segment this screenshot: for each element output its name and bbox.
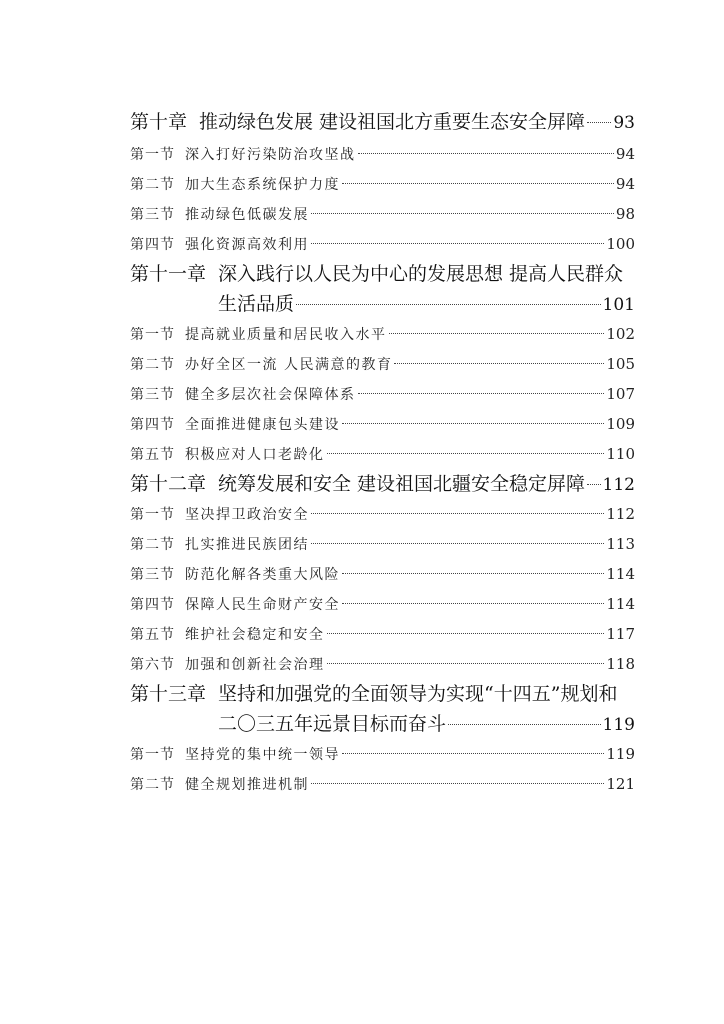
section-title: 办好全区一流 人民满意的教育 xyxy=(185,357,393,373)
page-number: 94 xyxy=(615,175,635,193)
page-number: 105 xyxy=(606,355,635,373)
toc-section-entry xyxy=(130,229,635,259)
toc-chapter-entry xyxy=(130,259,635,289)
page-number: 113 xyxy=(606,535,635,553)
page-number: 117 xyxy=(606,625,635,643)
chapter-title: 推动绿色发展 建设祖国北方重要生态安全屏障 xyxy=(199,111,586,133)
section-title: 加强和创新社会治理 xyxy=(185,657,325,673)
dot-leader xyxy=(342,423,604,424)
dot-leader xyxy=(327,633,605,634)
dot-leader xyxy=(311,543,604,544)
section-title: 坚决捍卫政治安全 xyxy=(185,507,309,523)
toc-section-entry xyxy=(130,529,635,559)
toc-section-entry xyxy=(130,559,635,589)
toc-chapter-entry xyxy=(130,679,635,709)
section-label: 第二节 xyxy=(130,537,175,553)
toc-section-entry xyxy=(130,739,635,769)
chapter-label: 第十三章 xyxy=(130,683,207,705)
dot-leader xyxy=(389,333,605,334)
toc-chapter-entry xyxy=(130,469,635,499)
page-number: 94 xyxy=(615,145,635,163)
page-number: 98 xyxy=(615,205,635,223)
section-title: 深入打好污染防治攻坚战 xyxy=(185,147,356,163)
section-label: 第二节 xyxy=(130,177,175,193)
chapter-title: 统筹发展和安全 建设祖国北疆安全稳定屏障 xyxy=(218,473,586,495)
section-label: 第三节 xyxy=(130,567,175,583)
section-label: 第一节 xyxy=(130,147,175,163)
chapter-label: 第十章 xyxy=(130,111,188,133)
section-title: 强化资源高效利用 xyxy=(185,237,309,253)
section-title: 加大生态系统保护力度 xyxy=(185,177,340,193)
page-number: 110 xyxy=(606,445,635,463)
section-title: 推动绿色低碳发展 xyxy=(185,207,309,223)
toc-section-entry xyxy=(130,499,635,529)
page-number: 119 xyxy=(602,715,635,735)
dot-leader xyxy=(311,243,604,244)
dot-leader xyxy=(296,304,601,305)
chapter-title-continued: 生活品质 xyxy=(218,293,295,315)
dot-leader xyxy=(587,122,611,123)
page-number: 93 xyxy=(613,113,635,133)
dot-leader xyxy=(448,724,601,725)
section-title: 维护社会稳定和安全 xyxy=(185,627,325,643)
page-number: 121 xyxy=(606,775,635,793)
section-title: 坚持党的集中统一领导 xyxy=(185,747,340,763)
section-label: 第二节 xyxy=(130,357,175,373)
toc-section-entry xyxy=(130,619,635,649)
dot-leader xyxy=(327,663,605,664)
toc-chapter-continuation xyxy=(130,289,635,319)
toc-section-entry xyxy=(130,649,635,679)
toc-chapter-entry xyxy=(130,107,635,139)
toc-chapter-continuation xyxy=(130,709,635,739)
page-number: 114 xyxy=(606,595,635,613)
section-title: 健全规划推进机制 xyxy=(185,777,309,793)
dot-leader xyxy=(342,753,604,754)
section-label: 第五节 xyxy=(130,447,175,463)
dot-leader xyxy=(311,213,614,214)
page-number: 119 xyxy=(606,745,635,763)
dot-leader xyxy=(394,363,604,364)
section-label: 第四节 xyxy=(130,417,175,433)
chapter-label: 第十一章 xyxy=(130,263,207,285)
page-number: 100 xyxy=(606,235,635,253)
section-title: 防范化解各类重大风险 xyxy=(185,567,340,583)
toc-section-entry xyxy=(130,769,635,799)
chapter-label: 第十二章 xyxy=(130,473,207,495)
section-label: 第四节 xyxy=(130,597,175,613)
chapter-title-continued: 二〇三五年远景目标而奋斗 xyxy=(218,713,447,735)
section-label: 第五节 xyxy=(130,627,175,643)
section-label: 第六节 xyxy=(130,657,175,673)
dot-leader xyxy=(358,393,605,394)
dot-leader xyxy=(342,603,604,604)
toc-section-entry xyxy=(130,319,635,349)
toc-section-entry xyxy=(130,409,635,439)
section-label: 第一节 xyxy=(130,507,175,523)
dot-leader xyxy=(342,573,604,574)
dot-leader xyxy=(311,783,604,784)
section-title: 提高就业质量和居民收入水平 xyxy=(185,327,387,343)
page-number: 102 xyxy=(606,325,635,343)
page-number: 101 xyxy=(602,295,635,315)
dot-leader xyxy=(327,453,605,454)
page-number: 107 xyxy=(606,385,635,403)
page-number: 109 xyxy=(606,415,635,433)
chapter-title: 深入践行以人民为中心的发展思想 提高人民群众 xyxy=(218,263,624,285)
section-title: 扎实推进民族团结 xyxy=(185,537,309,553)
section-title: 保障人民生命财产安全 xyxy=(185,597,340,613)
toc-section-entry xyxy=(130,439,635,469)
section-label: 第一节 xyxy=(130,327,175,343)
section-title: 全面推进健康包头建设 xyxy=(185,417,340,433)
toc-section-entry xyxy=(130,169,635,199)
section-title: 积极应对人口老龄化 xyxy=(185,447,325,463)
dot-leader xyxy=(311,513,604,514)
dot-leader xyxy=(358,153,614,154)
section-label: 第二节 xyxy=(130,777,175,793)
toc-section-entry xyxy=(130,589,635,619)
page-number: 118 xyxy=(606,655,635,673)
section-label: 第四节 xyxy=(130,237,175,253)
section-title: 健全多层次社会保障体系 xyxy=(185,387,356,403)
page-number: 112 xyxy=(602,475,635,495)
page-number: 112 xyxy=(606,505,635,523)
section-label: 第一节 xyxy=(130,747,175,763)
section-label: 第三节 xyxy=(130,387,175,403)
dot-leader xyxy=(342,183,614,184)
toc-section-entry xyxy=(130,379,635,409)
toc-section-entry xyxy=(130,349,635,379)
section-label: 第三节 xyxy=(130,207,175,223)
chapter-title: 坚持和加强党的全面领导为实现“十四五”规划和 xyxy=(218,683,618,705)
toc-section-entry xyxy=(130,199,635,229)
toc-section-entry xyxy=(130,139,635,169)
page-number: 114 xyxy=(606,565,635,583)
table-of-contents xyxy=(130,107,635,799)
dot-leader xyxy=(587,484,600,485)
